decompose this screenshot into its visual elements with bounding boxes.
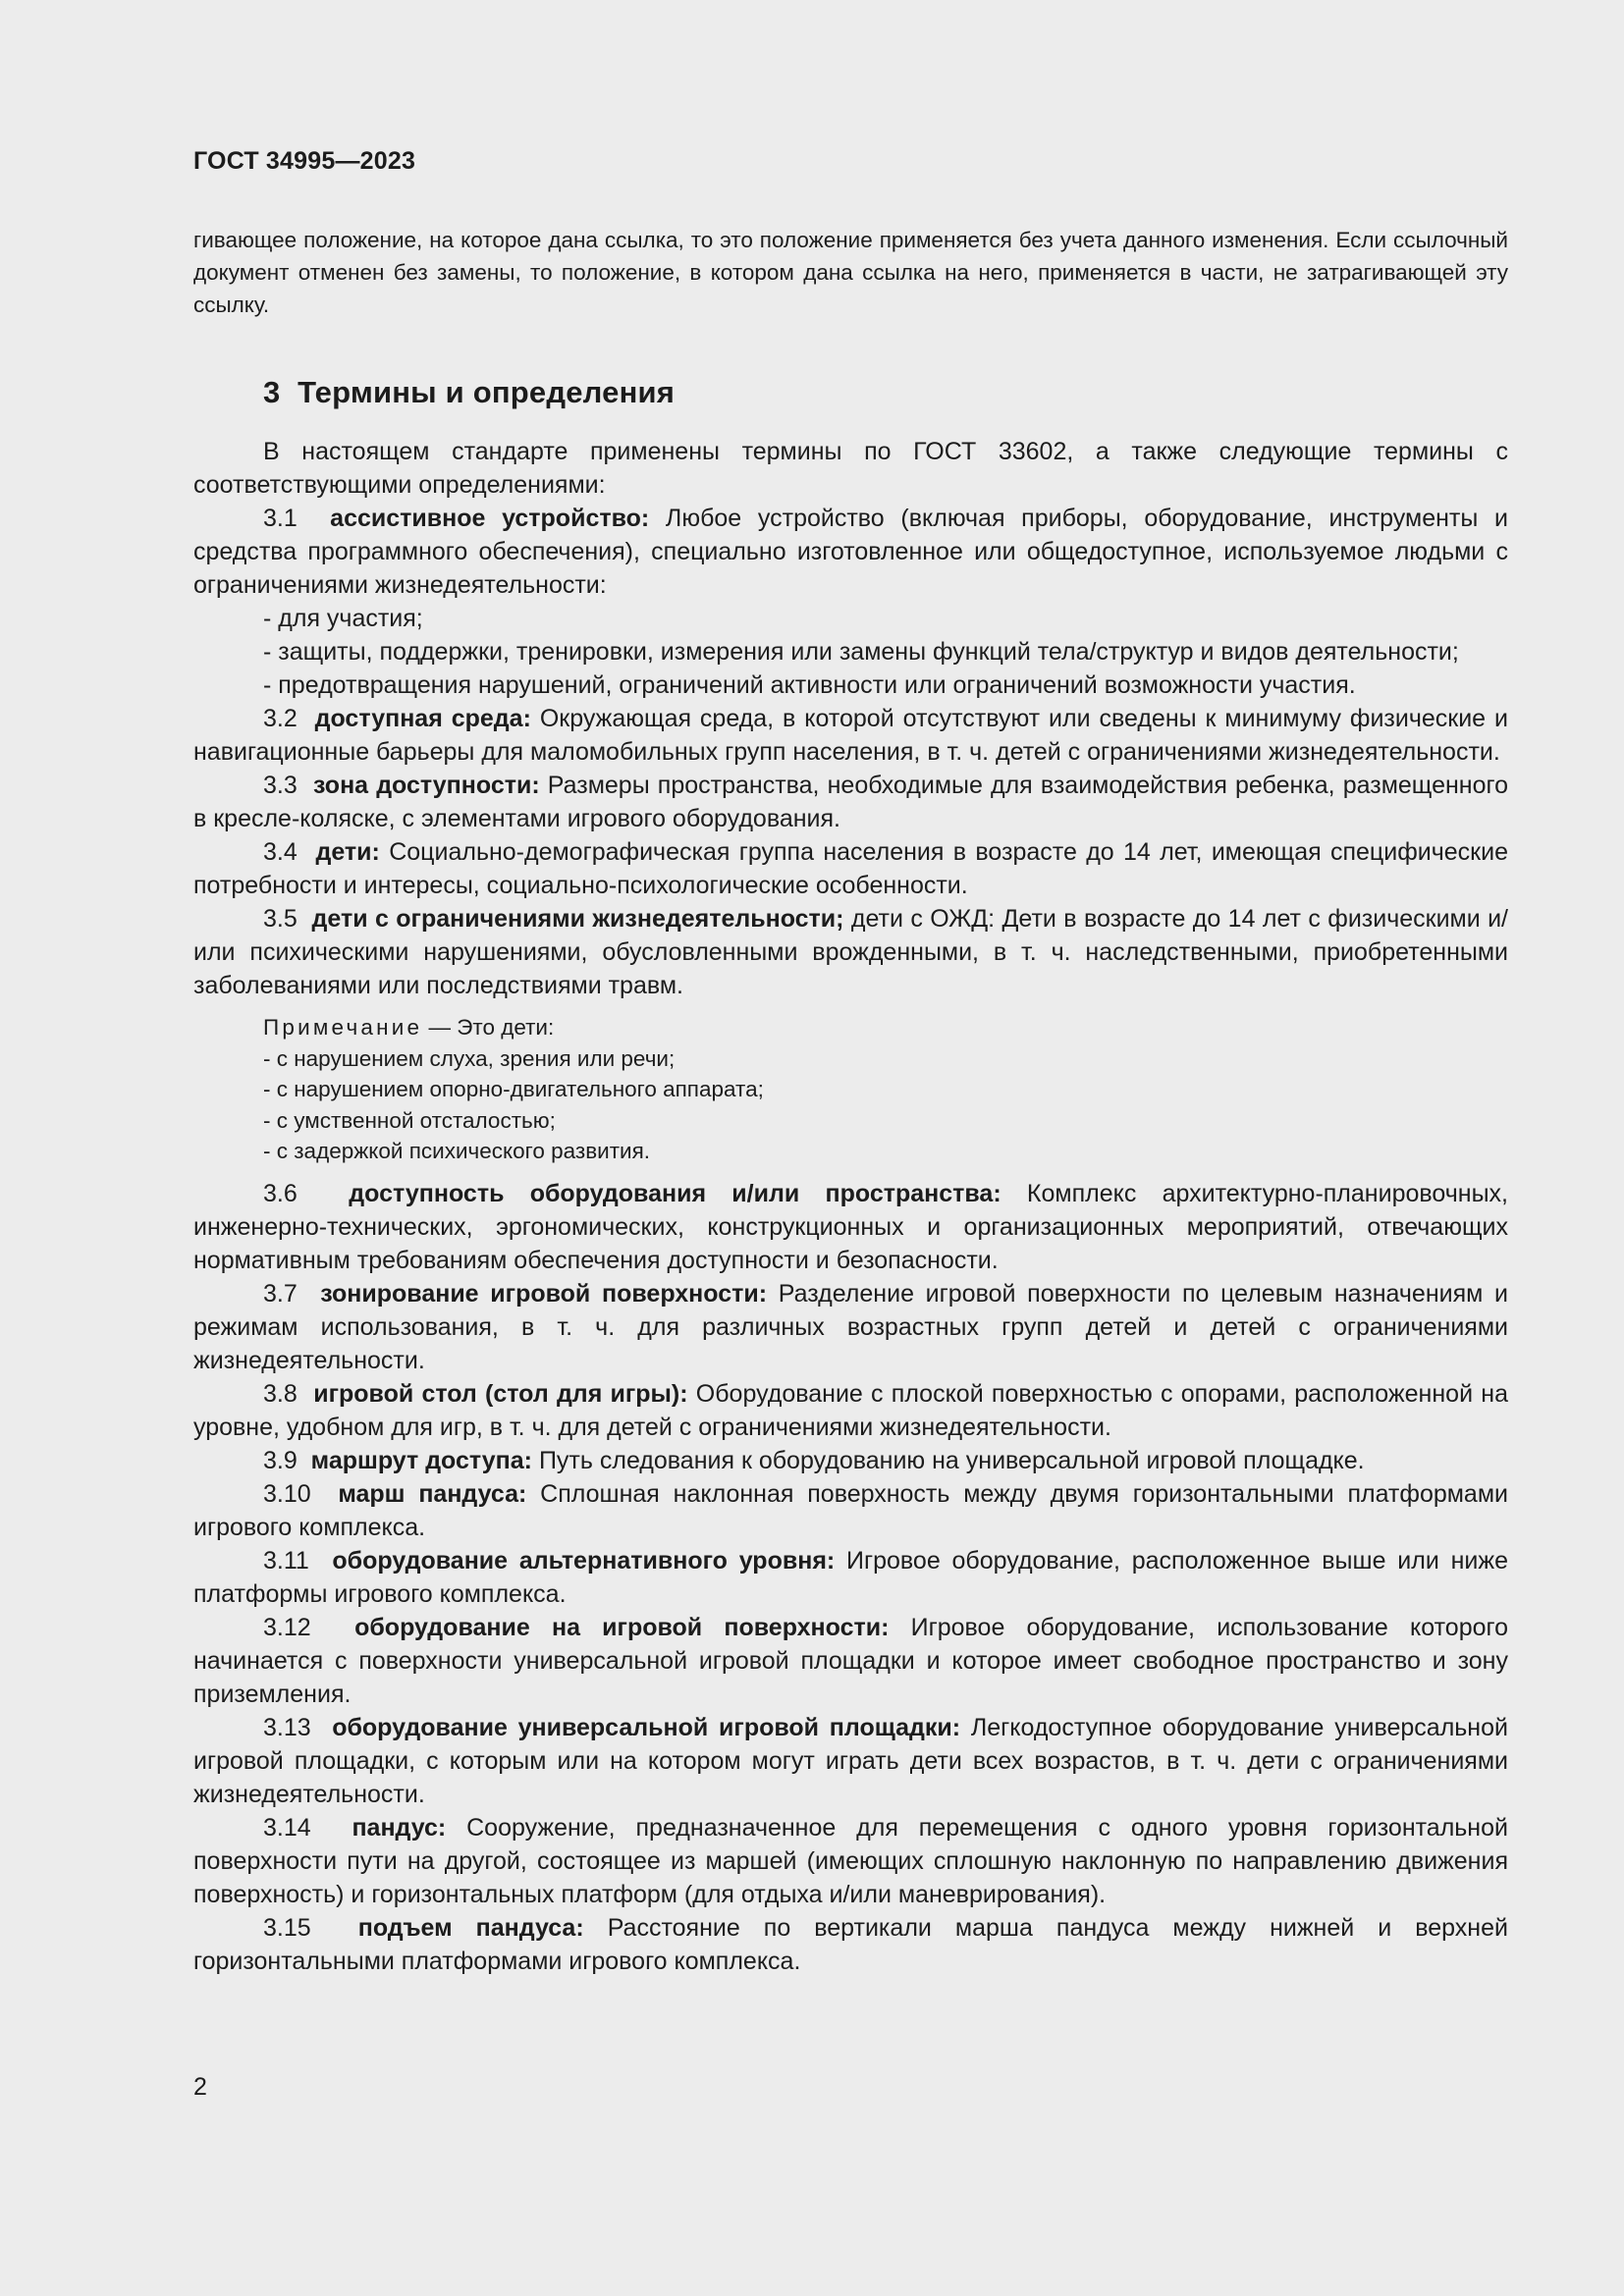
term-name: игровой стол (стол для игры): (313, 1379, 688, 1408)
term-definition: Сооружение, предназначенное для перемещения с одного уровня горизонтальной поверхности пути на другой, состоящее из маршей (имеющих сплошную наклонную по направлению движения поверхность) и горизонтальных платформ (для отдыха и/или маневрирования). (193, 1813, 1508, 1908)
term-definition: Разделение игровой поверхности по целевым назначениям и режимам использования, в т. ч. для различных возрастных групп детей и детей с ограничениями жизнедеятельности. (193, 1279, 1508, 1374)
term-number: 3.3 (263, 772, 298, 799)
term-name: доступность оборудования и/или пространства: (349, 1179, 1001, 1207)
term-definition: Легкодоступное оборудование универсальной игровой площадки, с которым или на котором могут играть дети всех возрастов, в т. ч. дети с ограничениями жизнедеятельности. (193, 1713, 1508, 1808)
lead-paragraph: В настоящем стандарте применены термины по ГОСТ 33602, а также следующие термины с соответствующими определениями: (193, 438, 1508, 499)
term-number: 3.5 (263, 905, 298, 933)
term-number: 3.13 (263, 1713, 311, 1741)
term-name: оборудование универсальной игровой площадки: (332, 1713, 961, 1741)
term-definition: дети с ОЖД: Дети в возрасте до 14 лет с физическими и/или психическими нарушениями, обусловленными врожденными, в т. ч. наследственными, приобретенными заболеваниями или последствиями травм. (193, 905, 1508, 999)
section-title: Термины и определения (298, 375, 676, 409)
term-definition: Оборудование с плоской поверхностью с опорами, расположенной на уровне, удобном для игр, в т. ч. для детей с ограничениями жизнедеятельности. (193, 1379, 1508, 1441)
term-name: зонирование игровой поверхности: (320, 1279, 768, 1308)
list-item: - защиты, поддержки, тренировки, измерения или замены функций тела/структур и видов деятельности; (263, 638, 1459, 666)
note-block (193, 1012, 1508, 1167)
list-item: - для участия; (263, 605, 423, 632)
note-item: - с нарушением слуха, зрения или речи; (263, 1045, 676, 1071)
term-number: 3.11 (263, 1546, 309, 1575)
term-definition: Игровое оборудование, использование которого начинается с поверхности универсальной игровой площадки и которое имеет свободное пространство и зону приземления. (193, 1613, 1508, 1708)
term-3-1 (193, 502, 1508, 602)
term-definition: Окружающая среда, в которой отсутствуют или сведены к минимуму физические и навигационные барьеры для маломобильных групп населения, в т. ч. детей с ограничениями жизнедеятельности. (193, 705, 1508, 766)
section-heading (263, 375, 675, 410)
term-3-15 (193, 1911, 1508, 1978)
term-name: маршрут доступа: (310, 1446, 533, 1474)
term-number: 3.7 (263, 1279, 298, 1308)
term-3-9 (193, 1444, 1508, 1477)
term-3-4 (193, 835, 1508, 902)
term-name: подъем пандуса: (357, 1913, 584, 1942)
term-definition: Любое устройство (включая приборы, оборудование, инструменты и средства программного обеспечения), специально изготовленное или общедоступное, используемое людьми с ограничениями жизнедеятельности: (193, 505, 1508, 599)
term-3-11 (193, 1544, 1508, 1611)
term-3-7 (193, 1277, 1508, 1377)
term-definition: Игровое оборудование, расположенное выше или ниже платформы игрового комплекса. (193, 1546, 1508, 1608)
term-definition: Расстояние по вертикали марша пандуса между нижней и верхней горизонтальными платформами игрового комплекса. (193, 1913, 1508, 1975)
note-label: Примечание (263, 1015, 423, 1040)
term-definition: Путь следования к оборудованию на универсальной игровой площадке. (532, 1446, 1365, 1474)
note-item: - с нарушением опорно-двигательного аппарата; (263, 1077, 764, 1101)
term-3-6 (193, 1177, 1508, 1277)
term-number: 3.6 (263, 1179, 298, 1207)
term-number: 3.2 (263, 705, 298, 732)
term-3-10 (193, 1477, 1508, 1544)
term-name: оборудование на игровой поверхности: (354, 1613, 890, 1641)
term-name: дети: (315, 838, 380, 866)
term-number: 3.14 (263, 1813, 311, 1842)
term-name: доступная среда: (314, 705, 531, 732)
term-name: ассистивное устройство: (330, 505, 650, 532)
term-number: 3.15 (263, 1913, 311, 1942)
term-name: марш пандуса: (338, 1479, 527, 1508)
term-definition: Сплошная наклонная поверхность между двумя горизонтальными платформами игрового комплекса. (193, 1479, 1508, 1541)
note-text: — Это дети: (422, 1015, 555, 1040)
term-number: 3.9 (263, 1446, 298, 1474)
term-number: 3.4 (263, 838, 298, 866)
term-3-13 (193, 1711, 1508, 1811)
list-item: - предотвращения нарушений, ограничений активности или ограничений возможности участия. (263, 671, 1356, 699)
term-3-8 (193, 1377, 1508, 1444)
term-name: оборудование альтернативного уровня: (332, 1546, 836, 1575)
term-number: 3.12 (263, 1613, 311, 1641)
term-3-14 (193, 1811, 1508, 1911)
term-number: 3.10 (263, 1479, 311, 1508)
section-number: 3 (263, 375, 281, 409)
note-heading (193, 1012, 1508, 1043)
section-body (193, 435, 1508, 1978)
term-3-3 (193, 769, 1508, 835)
term-3-12 (193, 1611, 1508, 1711)
term-definition: Комплекс архитектурно-планировочных, инженерно-технических, эргономических, конструкционных и организационных мероприятий, отвечающих нормативным требованиям обеспечения доступности и безопасности. (193, 1179, 1508, 1274)
term-name: дети с ограничениями жизнедеятельности; (311, 905, 844, 933)
term-3-2 (193, 702, 1508, 769)
term-definition: Размеры пространства, необходимые для взаимодействия ребенка, размещенного в кресле-коляске, с элементами игрового оборудования. (193, 772, 1508, 832)
term-number: 3.1 (263, 505, 298, 532)
term-name: пандус: (352, 1813, 447, 1842)
note-item: - с задержкой психического развития. (263, 1139, 651, 1163)
term-definition: Социально-демографическая группа населения в возрасте до 14 лет, имеющая специфические потребности и интересы, социально-психологические особенности. (193, 838, 1508, 899)
document-header: ГОСТ 34995—2023 (193, 147, 416, 175)
page-number: 2 (193, 2073, 207, 2101)
term-number: 3.8 (263, 1379, 298, 1408)
term-name: зона доступности: (313, 772, 540, 799)
note-item: - с умственной отсталостью; (263, 1107, 556, 1133)
intro-paragraph: гивающее положение, на которое дана ссылка, то это положение применяется без учета данного изменения. Если ссылочный документ отменен без замены, то положение, в котором дана ссылка на него, применяется в части, не затрагивающей эту ссылку. (193, 228, 1508, 317)
term-3-5 (193, 902, 1508, 1002)
